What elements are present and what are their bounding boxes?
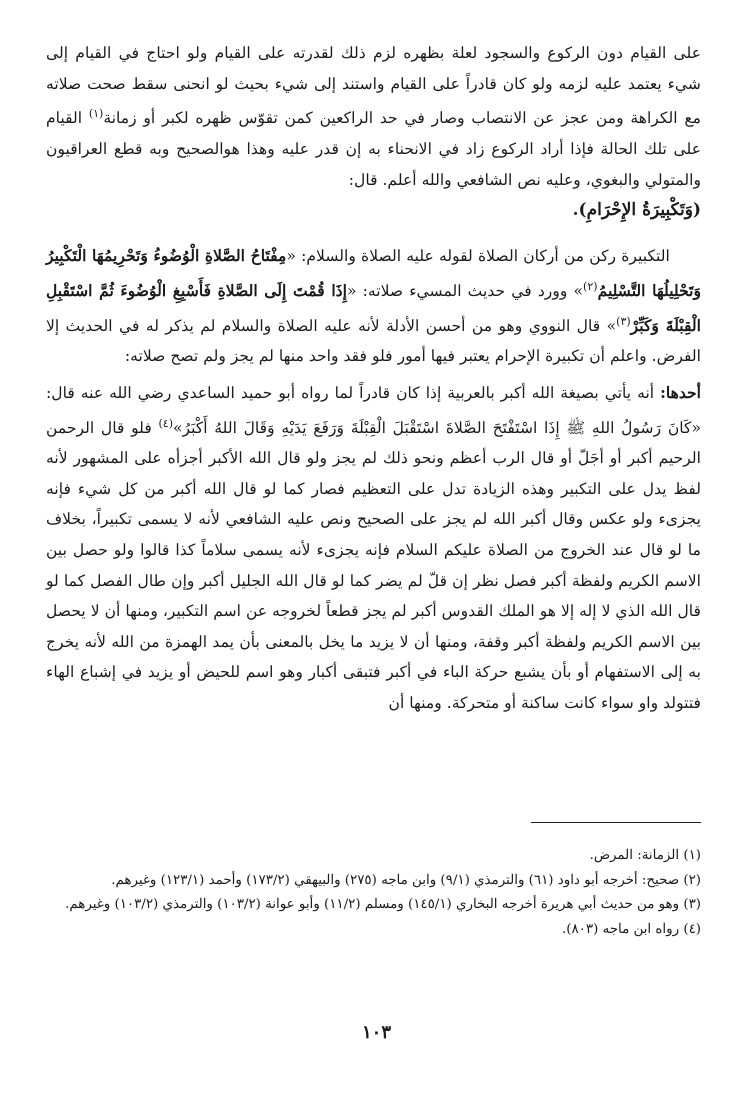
paragraph-text: على القيام دون الركوع والسجود لعلة بظهره لزم ذلك لقدرته على القيام ولو احتاج في القيام إلى شيء يعتمد عليه لزمه ولو كان قادراً على القيام واستند إلى شيء بحيث لو انحنى سقط صحت صلاته مع الكراهة ومن عجز عن الانتصاب وصار في حد الراكعين كمن تقوّس ظهره لكبر أو زمانة xyxy=(46,44,701,128)
section-heading: (وَتَكْبِيرَةُ الإِحْرَامِ). xyxy=(572,200,701,221)
hadith-quote: إِذَا قُمْتَ إِلَى الصَّلاةِ فَأَسْبِغِ الْوُضُوءَ ثُمَّ اسْتَقْبِلِ الْقِبْلَةَ وَكَبِّرْ xyxy=(46,280,701,335)
hadith-quote: مِفْتَاحُ الصَّلاةِ الْوُضُوءُ وَتَحْرِيمُهَا الْتَكْبِيرُ وَتَحْلِيلُهَا التَّسْلِيمُ xyxy=(46,246,702,300)
paragraph-text: » قال النووي وهو من أحسن الأدلة لأنه عليه الصلاة والسلام لم يذكر له في الحديث إلا الفرض. واعلم أن تكبيرة الإحرام يعتبر فيها أمور فلو فقد واحد منها لم يجز ولم تصح صلاته: xyxy=(46,316,701,366)
paragraph-conditions xyxy=(46,378,701,719)
paragraph-text: » وورد في حديث المسيء صلاته: « xyxy=(346,281,584,300)
footnote-ref[interactable]: (١) xyxy=(88,107,104,121)
page-number: ١٠٣ xyxy=(361,1022,391,1043)
paragraph-text: أنه يأتي بصيغة الله أكبر بالعربية إذا كان قادراً لما رواه أبو حميد الساعدي رضي الله عنه قال: «كَانَ رَسُولُ اللهِ ﷺ إِذَا اسْتَفْتَحَ الصَّلاةَ اسْتَقْبَلَ الْقِبْلَةَ وَرَفَعَ يَدَيْهِ وَقَالَ اللهُ أَكْبَرُ» xyxy=(46,383,701,437)
footnote-3: (٣) وهو من حديث أبي هريرة أخرجه البخاري (١٤٥/١) ومسلم (١١/٢) وأبو عوانة (١٠٣/٢) والترمذي (١٠٣/٢) وغيرهم. xyxy=(65,897,701,912)
paragraph-text: القيام على تلك الحالة فإذا أراد الركوع زاد في الانحناء به إن قدر عليه وهذا هوالصحيح وبه قطع العراقيون والمتولي والبغوي، وعليه نص الشافعي والله أعلم. قال: xyxy=(46,109,701,189)
footnote-2: (٢) صحيح: أخرجه أبو داود (٦١) والترمذي (٩/١) وابن ماجه (٢٧٥) والبيهقي (١٧٣/٢) وأحمد (١٢٣/١) وغيرهم. xyxy=(111,872,701,888)
paragraph-standing xyxy=(46,38,701,195)
paragraph-label: أحدها: xyxy=(660,382,701,402)
paragraph-text: التكبيرة ركن من أركان الصلاة لقوله عليه الصلاة والسلام: « xyxy=(286,247,670,266)
footnote-4: (٤) رواه ابن ماجه (٨٠٣). xyxy=(562,921,701,937)
footnote-ref[interactable]: (٤) xyxy=(158,416,173,430)
footnote-ref[interactable]: (٢) xyxy=(583,279,598,293)
footnotes xyxy=(48,844,701,942)
footnote-divider xyxy=(531,822,701,823)
paragraph-text: فلو قال الرحمن الرحيم أكبر أو أجَلّ أو قال الرب أعظم ونحو ذلك لم يجز ولو قال الله الأكبر أجزأه على المشهور لأنه لفظ يدل على التكبير وهذه الزيادة تدل على التعظيم فصار كما لو قال الله أكبر من كل شيء فإنه يجزىء ولو عكس وقال أكبر الله لم يجز على الصحيح ونص عليه الشافعي لأنه لا يسمى تكبيراً، بخلاف ما لو قال عند الخروج من الصلاة عليكم السلام فإنه يجزىء لأنه يسمى سلاماً كذا قالوا ولو حصل بين الاسم الكريم ولفظة أكبر فصل نظر إن قلّ لم يضر كما لو قال الله الجليل أكبر وإن طال الفصل كما لو قال الله الذي لا إله إلا هو الملك القدوس أكبر لم يجز قطعاً لخروجه عن اسم التكبير، ومنها أن لا يحصل بين الاسم الكريم ولفظة أكبر وقفة، ومنها أن لا يزيد ما يخل بالمعنى بأن يمد الهمزة من الله لأنه يخرج به إلى الاستفهام أو بأن يشبع حركة الباء في أكبر فتبقى أكبار وهو اسم للحيض أو يزيد في إشباع الهاء فتتولد واو سواء كانت ساكنة أو متحركة. ومنها أن xyxy=(46,418,701,713)
paragraph-takbir xyxy=(46,241,701,372)
footnote-ref[interactable]: (٣) xyxy=(616,314,631,328)
footnote-1: (١) الزمانة: المرض. xyxy=(589,848,701,863)
